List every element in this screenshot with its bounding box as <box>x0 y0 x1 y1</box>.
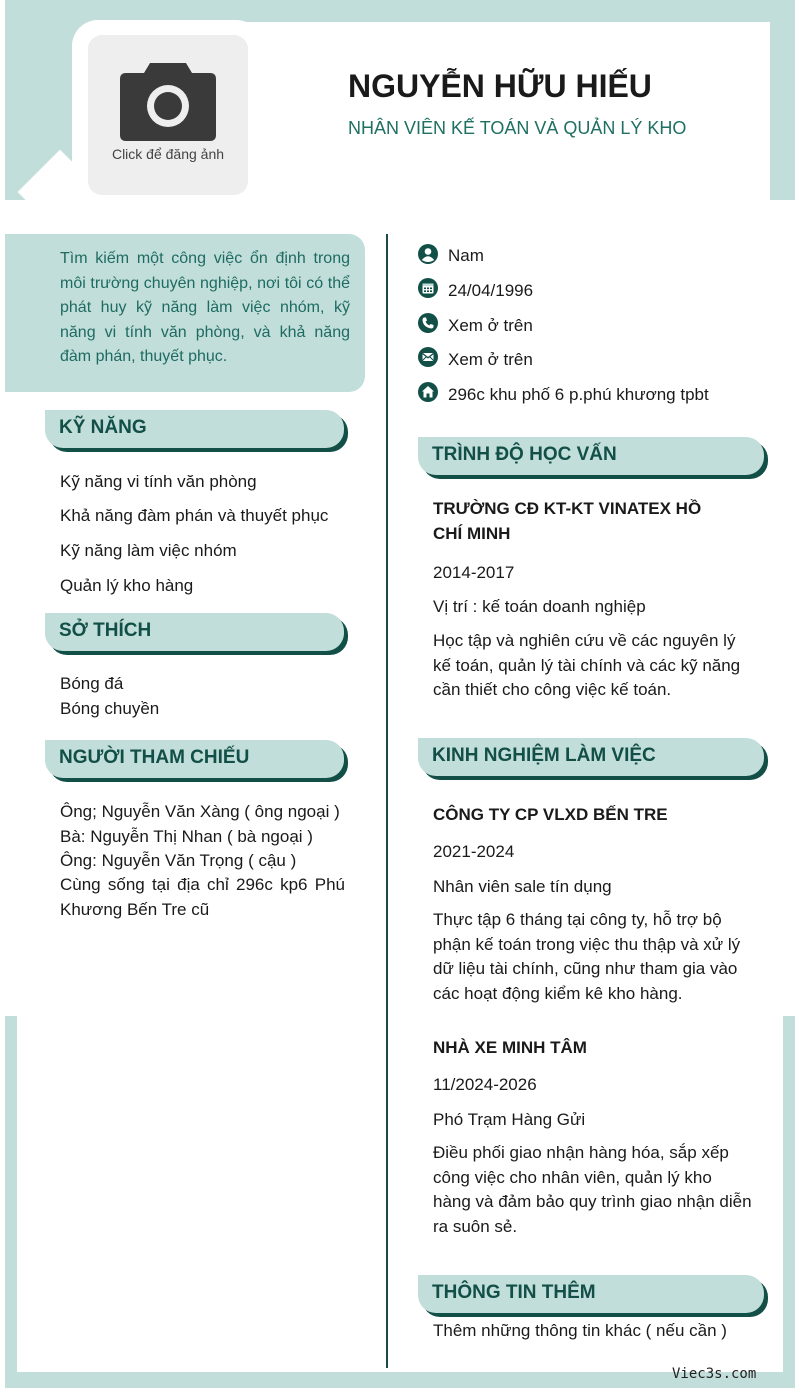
email-icon <box>418 347 438 367</box>
objective-text: Tìm kiếm một công việc ổn định trong môi trường chuyên nghiệp, nơi tôi có thể phát huy kỹ năng làm việc nhóm, kỹ năng vi tính văn phòng, và khả năng đàm phán, thuyết phục. <box>60 250 350 365</box>
job-period: 2021-2024 <box>433 842 515 861</box>
education-description: Học tập và nghiên cứu về các nguyên lý kế toán, quản lý tài chính và các kỹ năng cần thiết cho công việc kế toán. <box>433 631 741 699</box>
job-role: Nhân viên sale tín dụng <box>433 877 612 896</box>
job-description: Điều phối giao nhận hàng hóa, sắp xếp công việc cho nhân viên, quản lý kho hàng và đảm bảo quy trình giao nhận diễn ra suôn sẻ. <box>433 1143 752 1236</box>
hobby-item: Bóng chuyền <box>60 699 160 718</box>
additional-heading-label: THÔNG TIN THÊM <box>432 1282 596 1303</box>
photo-upload-label: Click để đăng ảnh <box>111 146 225 162</box>
additional-heading <box>418 1275 764 1313</box>
reference-line: Bà: Nguyễn Thị Nhan ( bà ngoại ) <box>60 827 313 846</box>
job-period: 11/2024-2026 <box>433 1075 537 1094</box>
additional-text: Thêm những thông tin khác ( nếu cần ) <box>433 1321 727 1340</box>
job-description: Thực tập 6 tháng tại công ty, hỗ trợ bộ phận kế toán trong việc thu thập và xử lý dữ liệu tài chính, cũng như tham gia vào các hoạt động kiểm kê kho hàng. <box>433 910 741 1003</box>
experience-heading-label: KINH NGHIỆM LÀM VIỆC <box>432 745 656 766</box>
skills-heading-label: KỸ NĂNG <box>59 417 147 438</box>
gender-value: Nam <box>448 246 484 265</box>
calendar-icon <box>418 278 438 298</box>
hobby-item: Bóng đá <box>60 674 124 693</box>
camera-icon <box>120 59 216 141</box>
header-panel <box>235 22 770 200</box>
reference-line: Ông: Nguyễn Văn Trọng ( cậu ) <box>60 851 297 870</box>
references-heading-label: NGƯỜI THAM CHIẾU <box>59 747 250 768</box>
education-position: Vị trí : kế toán doanh nghiệp <box>433 597 646 616</box>
reference-line: Cùng sống tại địa chỉ 296c kp6 Phú Khương Bến Tre cũ <box>60 875 345 919</box>
hobbies-heading <box>45 613 344 651</box>
references-heading <box>45 740 344 778</box>
phone-value: Xem ở trên <box>448 316 533 335</box>
home-icon <box>418 382 438 402</box>
candidate-name: NGUYỄN HỮU HIẾU <box>348 68 652 104</box>
reference-line: Ông; Nguyễn Văn Xàng ( ông ngoại ) <box>60 802 340 821</box>
experience-heading <box>418 738 764 776</box>
skills-heading <box>45 410 344 448</box>
phone-icon <box>418 313 438 333</box>
company-name: CÔNG TY CP VLXD BẾN TRE <box>433 805 668 824</box>
skill-item: Quản lý kho hàng <box>60 576 194 595</box>
column-divider <box>386 234 388 1368</box>
skill-item: Kỹ năng vi tính văn phòng <box>60 472 257 491</box>
photo-upload[interactable] <box>88 35 248 195</box>
education-heading <box>418 437 764 475</box>
objective-box <box>5 234 365 392</box>
hobbies-heading-label: SỞ THÍCH <box>59 620 152 641</box>
education-period: 2014-2017 <box>433 563 515 582</box>
address-value: 296c khu phố 6 p.phú khương tpbt <box>448 385 709 404</box>
birthday-value: 24/04/1996 <box>448 281 534 300</box>
job-title: NHÂN VIÊN KẾ TOÁN VÀ QUẢN LÝ KHO <box>348 118 687 138</box>
site-watermark: Viec3s.com <box>672 1366 757 1382</box>
job-role: Phó Trạm Hàng Gửi <box>433 1110 586 1129</box>
school-name: TRƯỜNG CĐ KT-KT VINATEX HỒ CHÍ MINH <box>433 499 702 543</box>
skill-item: Kỹ năng làm việc nhóm <box>60 541 237 560</box>
company-name: NHÀ XE MINH TÂM <box>433 1038 587 1057</box>
email-value: Xem ở trên <box>448 350 533 369</box>
skill-item: Khả năng đàm phán và thuyết phục <box>60 506 329 525</box>
user-icon <box>418 244 438 264</box>
education-heading-label: TRÌNH ĐỘ HỌC VẤN <box>432 444 617 465</box>
